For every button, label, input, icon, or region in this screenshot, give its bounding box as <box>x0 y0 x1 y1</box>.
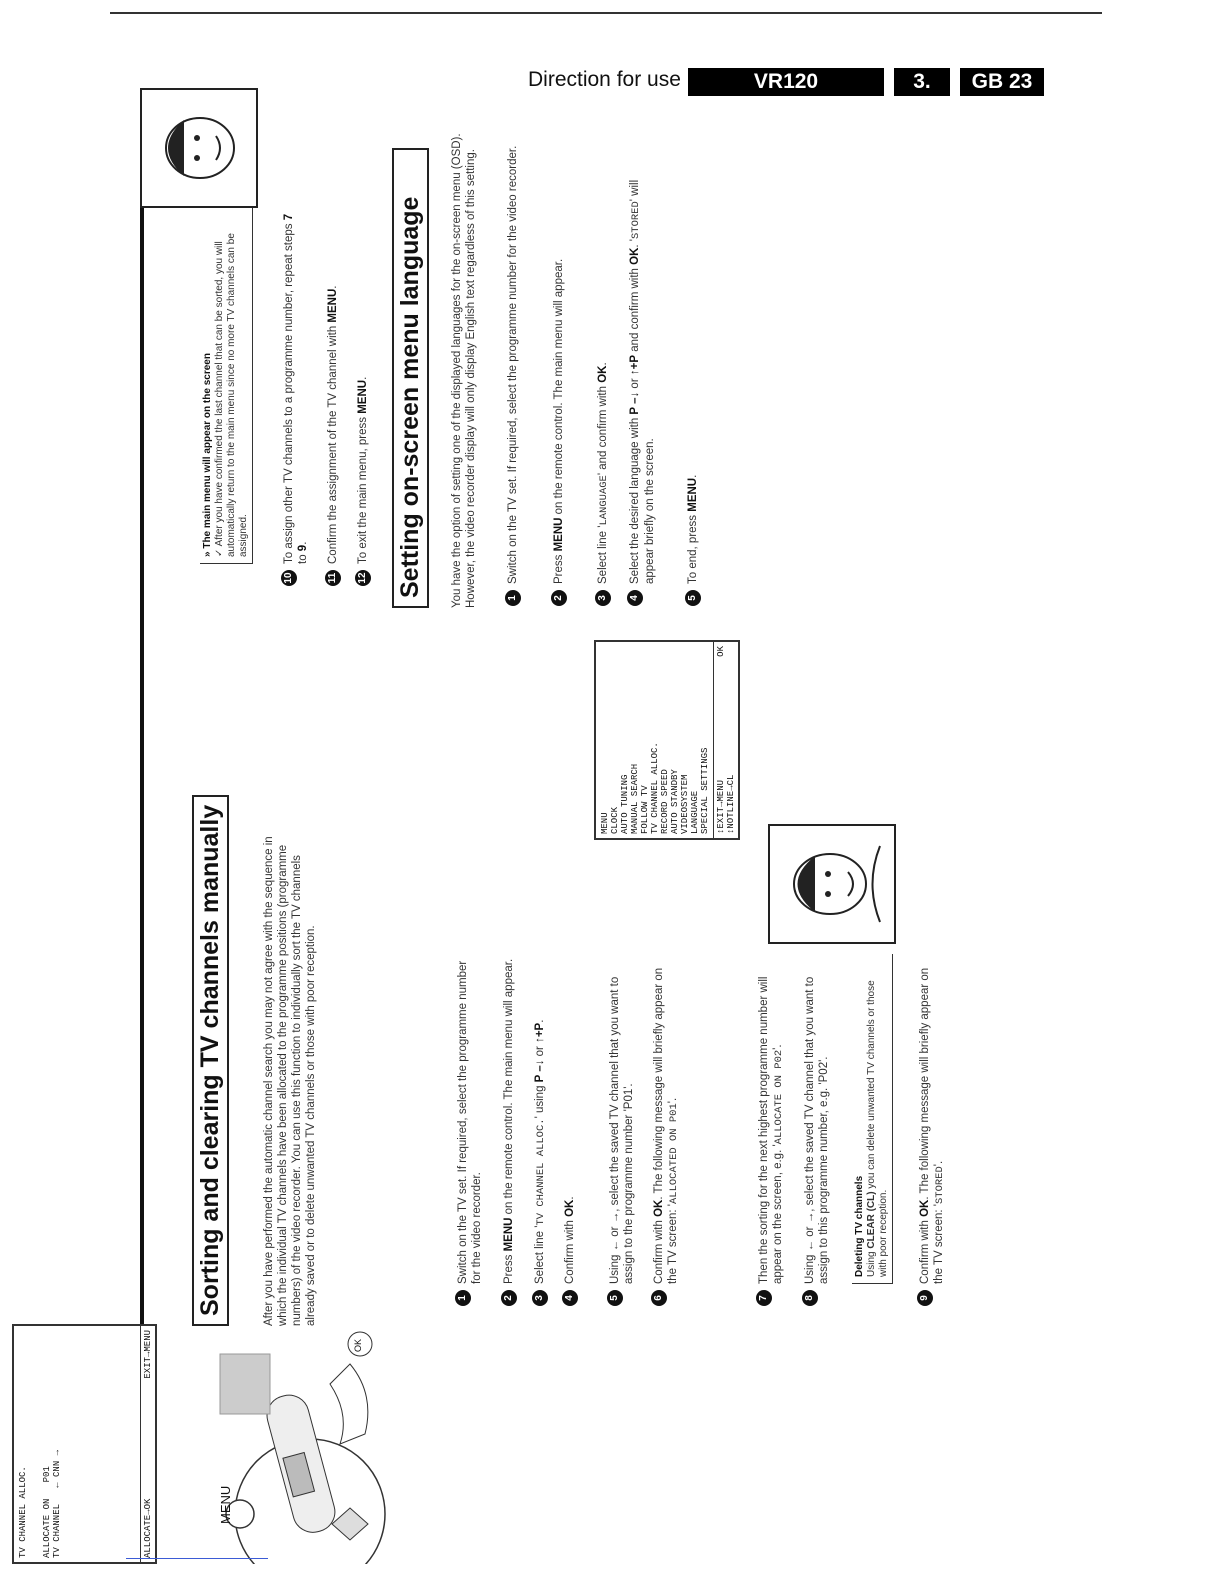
ok-label: OK <box>353 1338 363 1352</box>
step-text: To exit the main menu, press <box>357 413 369 564</box>
step-text: on the remote control. The main menu will appear. <box>553 258 565 518</box>
step-number: 5 <box>685 590 701 606</box>
key-label: MENU <box>687 477 699 512</box>
left-step-9 <box>918 954 947 1301</box>
osd-channel-alloc <box>12 1324 157 1564</box>
step-text: Press <box>503 1251 515 1284</box>
step-text: Using ← or →, select the saved TV channel that you want to assign to the programme number 'P01'. <box>609 976 635 1284</box>
key-label: OK <box>653 1199 665 1217</box>
step-text: Confirm the assignment of the TV channel with <box>327 322 339 564</box>
key-label: P –↓ <box>629 391 641 415</box>
step-text: Switch on the TV set. If required, select the programme number for the video recorder. <box>507 145 519 584</box>
right-step-2 <box>552 144 566 601</box>
step-text: or <box>629 375 641 392</box>
step-text: on the remote control. The main menu will appear. <box>503 958 515 1218</box>
osd-alloc-row1-label: ALLOCATE ON <box>42 1498 52 1558</box>
bottom-link-rule <box>126 1558 268 1559</box>
step-text: Select the desired language with <box>629 414 641 584</box>
step-text: '. <box>772 1044 784 1050</box>
left-step-1 <box>456 954 484 1301</box>
osd-text: STORED <box>934 1166 946 1205</box>
menu-label: MENU <box>218 1485 233 1524</box>
step-text: To assign other TV channels to a programme number, repeat steps <box>283 220 295 564</box>
step-number: 7 <box>756 1290 772 1306</box>
step-number: 3 <box>532 1290 548 1306</box>
remote-illustration <box>200 1324 390 1564</box>
step-text: . <box>687 474 699 478</box>
step-text: Select line ' <box>597 525 609 584</box>
right-intro: You have the option of setting one of the displayed languages for the on-screen menu (OSD). However, the video recorder display will only display English text regardless of this setting. <box>451 133 477 608</box>
osd-menu-line: AUTO STANDBY <box>670 769 680 834</box>
osd-text: STORED <box>630 201 642 240</box>
key-label: P –↓ <box>534 1059 546 1083</box>
key-label: MENU <box>357 379 369 414</box>
osd-menu-line: MENU <box>600 812 610 834</box>
step-text: Then the sorting for the next highest programme number will appear on the screen, e.g. ' <box>758 976 784 1284</box>
step-text: To end, press <box>687 511 699 584</box>
step-number: 5 <box>607 1290 623 1306</box>
left-step-3 <box>533 954 548 1301</box>
deleting-note <box>852 954 893 1284</box>
key-label: ↑+P <box>629 355 641 376</box>
step-text: '. <box>667 1097 679 1104</box>
header-model: VR120 <box>688 68 884 96</box>
step-text: Switch on the TV set. If required, select the programme number for the video recorder. <box>457 960 483 1284</box>
left-step-8 <box>803 954 831 1301</box>
step-ref: 7 <box>283 213 295 221</box>
step-text: Confirm with <box>919 1216 931 1284</box>
main-menu-note-text: ✓ After you have confirmed the last channel that can be sorted, you will automatically return to the main menu since no more TV channels can be assigned. <box>214 233 249 557</box>
header-chapter: 3. <box>894 68 950 96</box>
step-text: and confirm with <box>629 264 641 355</box>
osd-text: ALLOCATE ON P02 <box>773 1049 785 1145</box>
face-icon <box>770 826 894 942</box>
step-text: . The following message will briefly appear on the TV screen: ' <box>653 967 679 1284</box>
header-section: Direction for use <box>528 68 681 91</box>
left-step-6 <box>652 954 681 1301</box>
left-step-5 <box>608 954 636 1301</box>
osd-menu-foot: ↕EXIT→MENU <box>716 779 726 834</box>
osd-main-menu <box>594 640 740 840</box>
osd-menu-foot: ↕NOTLINE→CL <box>726 774 736 834</box>
osd-menu-line: CLOCK <box>610 806 620 834</box>
step-ref: 9 <box>297 544 309 552</box>
step-number: 11 <box>325 570 341 586</box>
key-label: OK <box>597 365 609 383</box>
step-text: . <box>297 541 309 545</box>
key-label: ↑+P <box>534 1022 546 1043</box>
right-step-11 <box>326 204 340 584</box>
cartoon-face-left <box>768 824 896 944</box>
step-text: '. <box>933 1160 945 1167</box>
right-step-12 <box>356 204 370 584</box>
osd-text: LANGUAGE <box>598 475 610 526</box>
step-text: Press <box>553 551 565 584</box>
cartoon-face-right <box>140 88 258 208</box>
step-number: 6 <box>651 1290 667 1306</box>
remote-hand-icon <box>200 1324 390 1564</box>
key-label: MENU <box>553 517 565 552</box>
right-section-title: Setting on-screen menu language <box>392 148 429 608</box>
step-text: Select line ' <box>534 1225 546 1284</box>
left-step-2 <box>502 954 516 1301</box>
right-step-4 <box>628 144 657 601</box>
step-text: Using ← or →, select the saved TV channel that you want to assign to this programme number, e.g. 'P02'. <box>804 976 830 1284</box>
section-rule-right <box>140 134 144 834</box>
step-number: 8 <box>802 1290 818 1306</box>
right-step-1 <box>506 144 520 601</box>
step-number: 12 <box>355 570 371 586</box>
osd-menu-line: LANGUAGE <box>690 790 700 834</box>
osd-alloc-row1-value: P01 <box>42 1466 52 1483</box>
osd-alloc-title: TV CHANNEL ALLOC. <box>18 1466 28 1558</box>
left-step-4 <box>563 954 577 1301</box>
step-text: . <box>357 376 369 380</box>
step-number: 3 <box>595 590 611 606</box>
osd-menu-line: RECORD SPEED <box>660 769 670 834</box>
step-number: 4 <box>562 1290 578 1306</box>
key-label: OK <box>564 1199 576 1217</box>
key-label: OK <box>629 247 641 265</box>
step-number: 1 <box>455 1290 471 1306</box>
step-text: ' and confirm with <box>597 382 609 476</box>
osd-menu-ok: OK <box>716 646 726 657</box>
step-text: Confirm with <box>564 1216 576 1284</box>
face-icon <box>142 90 256 206</box>
osd-text: ALLOCATED ON P01 <box>668 1103 680 1205</box>
step-text: . ' <box>629 239 641 248</box>
step-number: 10 <box>281 570 297 586</box>
step-text: . The following message will briefly appear on the TV screen: ' <box>919 967 945 1284</box>
right-step-3 <box>596 144 611 601</box>
step-text: . <box>597 362 609 366</box>
osd-menu-line: TV CHANNEL ALLOC. <box>650 742 660 834</box>
deleting-note-title: Deleting TV channels <box>854 1175 865 1277</box>
left-intro: After you have performed the automatic channel search you may not agree with the sequence in which the individual TV channels have been allocated to the programme positions (programme numbers) of the video recorder. You can use this function to individually sort the TV channels already saved or to delete unwanted TV channels or those with poor reception. <box>263 836 317 1326</box>
step-text: ' will appear briefly on the screen. <box>629 179 656 584</box>
osd-alloc-foot-left: ALLOCATE→OK <box>143 1498 153 1558</box>
osd-alloc-foot-right: EXIT→MENU <box>143 1330 153 1379</box>
step-text: to <box>297 551 309 564</box>
left-step-7 <box>757 954 786 1301</box>
main-menu-note-title: » The main menu will appear on the screen <box>202 353 213 557</box>
note-text: you can delete unwanted TV channels or those with poor reception. <box>866 980 889 1277</box>
step-number: 2 <box>501 1290 517 1306</box>
step-number: 2 <box>551 590 567 606</box>
key-label: MENU <box>503 1217 515 1252</box>
step-text: Confirm with <box>653 1216 665 1284</box>
step-number: 9 <box>917 1290 933 1306</box>
note-text: Using <box>866 1248 877 1277</box>
osd-text: TV CHANNEL ALLOC. <box>535 1118 547 1226</box>
right-step-10 <box>282 204 310 584</box>
key-label: OK <box>919 1199 931 1217</box>
osd-alloc-row2-value: ← CNN → <box>52 1449 62 1488</box>
osd-menu-line: VIDEOSYSTEM <box>680 774 690 834</box>
main-menu-note <box>200 208 253 564</box>
step-number: 4 <box>627 590 643 606</box>
key-label: MENU <box>327 288 339 323</box>
step-text: or <box>534 1042 546 1060</box>
step-text: . <box>534 1019 546 1023</box>
step-text: . <box>564 1196 576 1200</box>
key-label: CLEAR (CL) <box>866 1191 877 1249</box>
left-section-title: Sorting and clearing TV channels manually <box>192 795 229 1326</box>
step-number: 1 <box>505 590 521 606</box>
right-step-5 <box>686 144 700 601</box>
header-page: GB 23 <box>960 68 1044 96</box>
osd-menu-line: FOLLOW TV <box>640 785 650 834</box>
osd-menu-line: SPECIAL SETTINGS <box>700 747 710 834</box>
step-text: . <box>327 285 339 289</box>
osd-alloc-row2-label: TV CHANNEL <box>52 1503 62 1558</box>
osd-menu-line: AUTO TUNING <box>620 774 630 834</box>
osd-menu-line: MANUAL SEARCH <box>630 763 640 834</box>
step-text: ' using <box>534 1082 546 1119</box>
